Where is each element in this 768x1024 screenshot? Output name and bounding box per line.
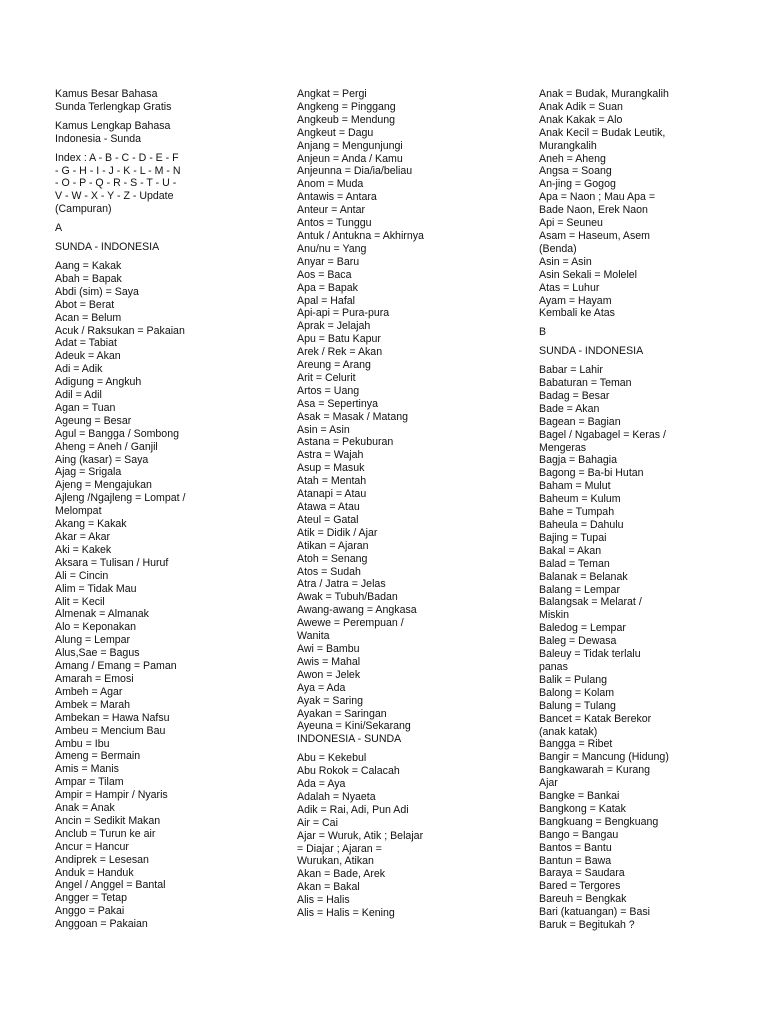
dictionary-entry: Anak Kakak = Alo <box>539 113 623 126</box>
dictionary-entry: Air = Cai <box>297 816 338 829</box>
column-middle <box>297 88 467 920</box>
dictionary-entry: Bahe = Tumpah <box>539 506 615 519</box>
dictionary-entry: Bangir = Mancung (Hidung) <box>539 751 669 764</box>
dictionary-entry: Bade = Akan <box>539 402 600 415</box>
dictionary-entry: Bantos = Bantu <box>539 841 612 854</box>
dictionary-entry: Balung = Tulang <box>539 699 616 712</box>
dictionary-entry: Akang = Kakak <box>55 518 127 531</box>
dictionary-entry: Agul = Bangga / Sombong <box>55 427 179 440</box>
dictionary-entry: Asam = Haseum, Asem <box>539 229 650 242</box>
dictionary-entry: Wurukan, Atikan <box>297 855 374 868</box>
dictionary-entry: Atanapi = Atau <box>297 488 367 501</box>
dictionary-entry: Bade Naon, Erek Naon <box>539 204 648 217</box>
dictionary-entry: Bantun = Bawa <box>539 854 612 867</box>
letter-heading-b: B <box>539 326 547 339</box>
dictionary-entry: Balanak = Belanak <box>539 570 628 583</box>
dictionary-entry: Antuk / Antukna = Akhirnya <box>297 229 424 242</box>
dictionary-entry: Anjeun = Anda / Kamu <box>297 152 403 165</box>
dictionary-entry: Aheng = Aneh / Ganjil <box>55 440 158 453</box>
dictionary-entry: Amarah = Emosi <box>55 672 134 685</box>
dictionary-entry: Anduk = Handuk <box>55 866 134 879</box>
dictionary-entry: Awak = Tubuh/Badan <box>297 591 398 604</box>
dictionary-entry: Bareuh = Bengkak <box>539 893 627 906</box>
dictionary-entry: Apal = Hafal <box>297 294 356 307</box>
dictionary-entry: Ajag = Srigala <box>55 466 122 479</box>
dictionary-entry: Bancet = Katak Berekor <box>539 712 652 725</box>
dictionary-entry: Ameng = Bermain <box>55 750 141 763</box>
dictionary-entry: Bangke = Bankai <box>539 790 620 803</box>
page-subtitle <box>55 120 215 146</box>
dictionary-entry: Alis = Halis = Kening <box>297 907 395 920</box>
title-line: Kamus Besar Bahasa <box>55 88 158 100</box>
dictionary-entry: Arek / Rek = Akan <box>297 346 383 359</box>
dictionary-entry: Atoh = Senang <box>297 552 368 565</box>
dictionary-entry: Anyar = Baru <box>297 255 360 268</box>
dictionary-entry: panas <box>539 660 568 673</box>
dictionary-entry: Ajeng = Mengajukan <box>55 479 152 492</box>
dictionary-entry: Anom = Muda <box>297 178 364 191</box>
section-heading: SUNDA - INDONESIA <box>55 241 160 254</box>
dictionary-entry: Adalah = Nyaeta <box>297 790 376 803</box>
index-line: - O - P - Q - R - S - T - U - <box>55 177 177 190</box>
column-right <box>539 88 709 932</box>
index-line: (Campuran) <box>55 203 112 216</box>
dictionary-entry: Ajar <box>539 777 558 790</box>
dictionary-entry: Aksara = Tulisan / Huruf <box>55 556 169 569</box>
dictionary-entry: Bared = Tergores <box>539 880 621 893</box>
dictionary-entry: Balad = Teman <box>539 557 610 570</box>
dictionary-entry: Asup = Masuk <box>297 462 365 475</box>
section-heading: SUNDA - INDONESIA <box>539 345 644 358</box>
dictionary-entry: Anak = Budak, Murangkalih <box>539 88 669 100</box>
dictionary-entry: Baraya = Saudara <box>539 867 625 880</box>
dictionary-entry: Ageung = Besar <box>55 414 132 427</box>
dictionary-entry: = Diajar ; Ajaran = <box>297 842 382 855</box>
dictionary-entry: Atawa = Atau <box>297 501 360 513</box>
dictionary-entry: Atos = Sudah <box>297 565 361 578</box>
dictionary-entry: Ayam = Hayam <box>539 294 612 307</box>
dictionary-entry: Apu = Batu Kapur <box>297 333 381 346</box>
dictionary-entry: Acan = Belum <box>55 311 122 324</box>
letter-heading-a: A <box>55 222 63 235</box>
dictionary-entry: Ancur = Hancur <box>55 840 129 853</box>
dictionary-entry: Amis = Manis <box>55 763 119 776</box>
letter-index <box>55 152 215 217</box>
dictionary-entry: Awis = Mahal <box>297 655 361 668</box>
dictionary-entry: Balik = Pulang <box>539 673 608 686</box>
dictionary-entry: Asak = Masak / Matang <box>297 410 408 423</box>
dictionary-entry: Alung = Lempar <box>55 634 131 647</box>
dictionary-entry: Anak Kecil = Budak Leutik, <box>539 126 666 139</box>
dictionary-entry: Adi = Adik <box>55 363 103 376</box>
dictionary-entry: Bagja = Bahagia <box>539 454 618 467</box>
section-heading: INDONESIA - SUNDA <box>297 733 402 746</box>
dictionary-entry: Arit = Celurit <box>297 371 356 384</box>
dictionary-entry: Akan = Bakal <box>297 881 360 894</box>
dictionary-entry: Agan = Tuan <box>55 401 116 414</box>
dictionary-entry: Atas = Luhur <box>539 281 600 294</box>
dictionary-entry: Antawis = Antara <box>297 191 377 204</box>
dictionary-entry: Almenak = Almanak <box>55 608 149 621</box>
dictionary-entry: Atah = Mentah <box>297 475 367 488</box>
dictionary-entry: Angger = Tetap <box>55 892 127 905</box>
dictionary-entry: Areung = Arang <box>297 359 371 372</box>
page-title <box>55 88 215 114</box>
dictionary-entry: Ada = Aya <box>297 778 346 791</box>
dictionary-entry: Ayeuna = Kini/Sekarang <box>297 720 411 733</box>
dictionary-entry: Ambeh = Agar <box>55 685 123 698</box>
dictionary-entry: Baruk = Begitukah ? <box>539 919 635 932</box>
dictionary-entry: Asin = Asin <box>297 423 350 436</box>
dictionary-entry: Anclub = Turun ke air <box>55 827 156 840</box>
dictionary-entry: Adil = Adil <box>55 389 102 402</box>
dictionary-entry: (Benda) <box>539 242 577 255</box>
dictionary-entry: Ali = Cincin <box>55 569 109 582</box>
dictionary-entry: Abah = Bapak <box>55 272 122 285</box>
dictionary-entry: Ambu = Ibu <box>55 737 110 750</box>
dictionary-entry: Angsa = Soang <box>539 165 612 178</box>
dictionary-entry: Balang = Lempar <box>539 583 620 596</box>
entry-list <box>297 752 467 920</box>
dictionary-entry: Ampir = Hampir / Nyaris <box>55 789 168 802</box>
dictionary-entry: Miskin <box>539 609 570 622</box>
dictionary-entry: Baheum = Kulum <box>539 493 621 506</box>
dictionary-entry: Bagel / Ngabagel = Keras / <box>539 428 666 441</box>
dictionary-entry: Baheula = Dahulu <box>539 519 624 531</box>
dictionary-entry: Alit = Kecil <box>55 595 105 608</box>
dictionary-entry: Astana = Pekuburan <box>297 436 394 449</box>
dictionary-entry: Aya = Ada <box>297 681 346 694</box>
dictionary-entry: Andiprek = Lesesan <box>55 853 149 866</box>
dictionary-entry: Baleg = Dewasa <box>539 635 617 648</box>
dictionary-entry: Bajing = Tupai <box>539 531 607 544</box>
dictionary-entry: Atik = Didik / Ajar <box>297 526 378 539</box>
dictionary-entry: Api = Seuneu <box>539 217 603 230</box>
dictionary-entry: Mengeras <box>539 441 587 454</box>
dictionary-entry: Adeuk = Akan <box>55 350 121 363</box>
column-left <box>55 88 215 931</box>
dictionary-entry: Aneh = Aheng <box>539 152 606 165</box>
dictionary-entry: Alus,Sae = Bagus <box>55 647 140 660</box>
dictionary-entry: Ancin = Sedikit Makan <box>55 814 161 827</box>
index-line: Index : A - B - C - D - E - F <box>55 151 179 164</box>
dictionary-entry: Akar = Akar <box>55 531 111 543</box>
dictionary-entry: Bangkong = Katak <box>539 802 626 815</box>
dictionary-entry: Ajar = Wuruk, Atik ; Belajar <box>297 829 424 842</box>
dictionary-entry: Anggoan = Pakaian <box>55 918 148 931</box>
dictionary-entry: Abu Rokok = Calacah <box>297 765 400 778</box>
dictionary-entry: Acuk / Raksukan = Pakaian <box>55 324 185 337</box>
dictionary-entry: Anjeunna = Dia/ia/beliau <box>297 165 413 178</box>
entry-list <box>55 260 215 931</box>
entry-list <box>297 88 467 733</box>
dictionary-entry: Apa = Naon ; Mau Apa = <box>539 191 656 204</box>
dictionary-entry: Wanita <box>297 630 330 643</box>
dictionary-entry: Alim = Tidak Mau <box>55 582 137 595</box>
dictionary-entry: Badag = Besar <box>539 389 610 402</box>
dictionary-entry: Alo = Keponakan <box>55 621 136 634</box>
dictionary-entry: Adik = Rai, Adi, Pun Adi <box>297 803 409 816</box>
dictionary-entry: Anak Adik = Suan <box>539 100 623 113</box>
dictionary-entry: Bangkawarah = Kurang <box>539 764 651 777</box>
dictionary-entry: Awon = Jelek <box>297 668 361 681</box>
dictionary-entry: Bangga = Ribet <box>539 738 613 751</box>
dictionary-entry: Awewe = Perempuan / <box>297 617 404 630</box>
dictionary-entry: An-jing = Gogog <box>539 178 616 191</box>
dictionary-entry: Ayak = Saring <box>297 694 364 707</box>
dictionary-entry: Ambek = Marah <box>55 698 131 711</box>
dictionary-entry: Abu = Kekebul <box>297 752 367 765</box>
dictionary-entry: Apa = Bapak <box>297 281 358 294</box>
dictionary-entry: Anjang = Mengunjungi <box>297 139 403 152</box>
dictionary-entry: Angkeut = Dagu <box>297 126 374 139</box>
dictionary-entry: Bangkuang = Bengkuang <box>539 815 659 828</box>
dictionary-entry: Ayakan = Saringan <box>297 707 387 720</box>
dictionary-entry: Bagean = Bagian <box>539 415 621 428</box>
dictionary-entry: Bango = Bangau <box>539 828 619 841</box>
back-to-top-link[interactable]: Kembali ke Atas <box>539 307 615 320</box>
dictionary-entry: Angkeng = Pinggang <box>297 100 396 113</box>
dictionary-entry: Akan = Bade, Arek <box>297 868 386 881</box>
dictionary-entry: Adat = Tabiat <box>55 337 117 350</box>
dictionary-entry: Bari (katuangan) = Basi <box>539 906 651 919</box>
dictionary-entry: Ambekan = Hawa Nafsu <box>55 711 170 724</box>
index-line: V - W - X - Y - Z - Update <box>55 190 174 203</box>
dictionary-entry: Angkeub = Mendung <box>297 113 396 126</box>
entry-list <box>539 364 709 932</box>
dictionary-entry: Asa = Sepertinya <box>297 397 378 410</box>
dictionary-entry: Angkat = Pergi <box>297 88 367 100</box>
dictionary-entry: Murangkalih <box>539 139 597 152</box>
dictionary-entry: Abot = Berat <box>55 298 115 311</box>
dictionary-entry: Abdi (sim) = Saya <box>55 285 139 298</box>
dictionary-entry: Baham = Mulut <box>539 480 611 493</box>
dictionary-entry: Bakal = Akan <box>539 544 602 557</box>
dictionary-entry: Adigung = Angkuh <box>55 376 142 389</box>
index-line: - G - H - I - J - K - L - M - N <box>55 164 181 177</box>
dictionary-entry: Aing (kasar) = Saya <box>55 453 149 466</box>
dictionary-entry: Aos = Baca <box>297 268 352 281</box>
dictionary-entry: Ateul = Gatal <box>297 513 359 526</box>
dictionary-entry: Astra = Wajah <box>297 449 364 462</box>
dictionary-entry: Baledog = Lempar <box>539 622 626 635</box>
dictionary-entry: Awang-awang = Angkasa <box>297 604 417 617</box>
dictionary-entry: Babar = Lahir <box>539 364 603 377</box>
dictionary-entry: (anak katak) <box>539 725 598 738</box>
dictionary-entry: Angel / Anggel = Bantal <box>55 879 166 892</box>
dictionary-entry: Melompat <box>55 505 102 518</box>
dictionary-entry: Alis = Halis <box>297 894 350 907</box>
dictionary-entry: Aprak = Jelajah <box>297 320 371 333</box>
dictionary-entry: Atikan = Ajaran <box>297 539 369 552</box>
dictionary-entry: Amang / Emang = Paman <box>55 660 177 673</box>
dictionary-entry: Antos = Tunggu <box>297 217 372 230</box>
dictionary-entry: Anu/nu = Yang <box>297 242 367 255</box>
dictionary-entry: Baleuy = Tidak terlalu <box>539 648 641 661</box>
dictionary-entry: Anak = Anak <box>55 802 115 815</box>
dictionary-entry: Bagong = Ba-bi Hutan <box>539 467 644 480</box>
dictionary-entry: Asin = Asin <box>539 255 592 268</box>
dictionary-entry: Babaturan = Teman <box>539 377 632 390</box>
title-line: Sunda Terlengkap Gratis <box>55 100 172 113</box>
dictionary-entry: Atra / Jatra = Jelas <box>297 578 386 591</box>
dictionary-entry: Balangsak = Melarat / <box>539 596 642 609</box>
dictionary-entry: Balong = Kolam <box>539 686 615 699</box>
dictionary-entry: Asin Sekali = Molelel <box>539 268 638 281</box>
dictionary-entry: Ambeu = Mencium Bau <box>55 724 166 737</box>
dictionary-entry: Aki = Kakek <box>55 543 112 556</box>
dictionary-entry: Ajleng /Ngajleng = Lompat / <box>55 492 186 505</box>
dictionary-entry: Ampar = Tilam <box>55 776 124 789</box>
dictionary-entry: Anteur = Antar <box>297 204 366 217</box>
subtitle-line: Indonesia - Sunda <box>55 132 141 145</box>
subtitle-line: Kamus Lengkap Bahasa <box>55 119 171 132</box>
dictionary-entry: Api-api = Pura-pura <box>297 307 390 320</box>
dictionary-entry: Awi = Bambu <box>297 642 360 655</box>
dictionary-entry: Aang = Kakak <box>55 259 122 272</box>
entry-list <box>539 88 709 307</box>
dictionary-entry: Anggo = Pakai <box>55 905 125 918</box>
dictionary-entry: Artos = Uang <box>297 384 360 397</box>
